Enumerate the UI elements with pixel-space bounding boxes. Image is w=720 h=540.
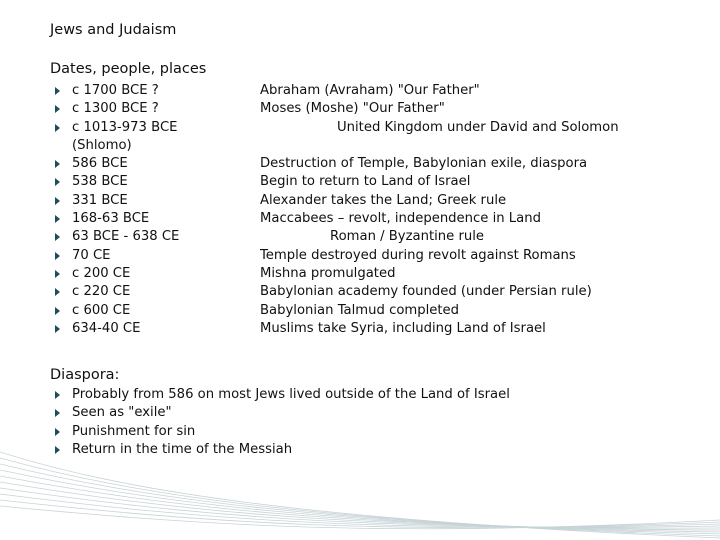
list-item: c 200 CE — [55, 265, 179, 283]
bullet-icon — [55, 428, 60, 436]
event-item: Destruction of Temple, Babylonian exile, diaspora — [260, 156, 588, 172]
list-item: 586 BCE — [55, 155, 179, 173]
list-item: 331 BCE — [55, 192, 179, 210]
diaspora-list — [55, 386, 510, 459]
event-item: Begin to return to Land of Israel — [260, 174, 471, 190]
bullet-icon — [55, 160, 60, 168]
event-item: Alexander takes the Land; Greek rule — [260, 192, 507, 208]
list-item: 70 CE — [55, 247, 179, 265]
list-item-sub: (Shlomo) — [72, 137, 132, 153]
event-item: United Kingdom under David and Solomon — [337, 119, 619, 135]
bullet-icon — [55, 325, 60, 333]
bullet-icon — [55, 409, 60, 417]
list-item: 168-63 BCE — [55, 210, 179, 228]
event-item: Abraham (Avraham) "Our Father" — [260, 83, 480, 98]
list-item: Seen as "exile" — [55, 404, 510, 422]
event-item: Moses (Moshe) "Our Father" — [260, 101, 445, 117]
bullet-icon — [55, 215, 60, 223]
dates-heading: Dates, people, places — [50, 61, 207, 77]
event-item: Roman / Byzantine rule — [330, 229, 485, 245]
list-item: 63 BCE - 638 CE — [55, 228, 179, 246]
bullet-icon — [55, 178, 60, 186]
bullet-icon — [55, 307, 60, 315]
list-item: Return in the time of the Messiah — [55, 441, 510, 459]
decorative-lines — [0, 450, 720, 540]
bullet-icon — [55, 252, 60, 260]
event-item: Temple destroyed during revolt against Romans — [260, 247, 576, 263]
diaspora-heading: Diaspora: — [50, 367, 120, 383]
bullet-icon — [55, 124, 60, 132]
bullet-icon — [55, 105, 60, 113]
event-item: Babylonian academy founded (under Persian rule) — [260, 284, 592, 300]
bullet-icon — [55, 270, 60, 278]
event-item: Maccabees – revolt, independence in Land — [260, 211, 541, 227]
list-item: c 1013-973 BCE (Shlomo) — [55, 119, 179, 156]
bullet-icon — [55, 233, 60, 241]
list-item: 538 BCE — [55, 173, 179, 191]
event-item: Mishna promulgated — [260, 265, 396, 281]
bullet-icon — [55, 87, 60, 95]
event-item: Muslims take Syria, including Land of Israel — [260, 320, 546, 336]
list-item: Probably from 586 on most Jews lived outside of the Land of Israel — [55, 386, 510, 404]
list-item: c 600 CE — [55, 302, 179, 320]
event-spacer — [260, 137, 619, 155]
slide-title: Jews and Judaism — [50, 22, 177, 38]
bullet-icon — [55, 391, 60, 399]
bullet-icon — [55, 197, 60, 205]
dates-list — [55, 82, 179, 338]
list-item: c 1300 BCE ? — [55, 100, 179, 118]
list-item: c 220 CE — [55, 283, 179, 301]
event-item: Babylonian Talmud completed — [260, 302, 460, 318]
list-item: 634-40 CE — [55, 320, 179, 338]
events-list — [260, 82, 619, 338]
list-item: Punishment for sin — [55, 423, 510, 441]
list-item: c 1700 BCE ? — [55, 82, 179, 100]
bullet-icon — [55, 288, 60, 296]
